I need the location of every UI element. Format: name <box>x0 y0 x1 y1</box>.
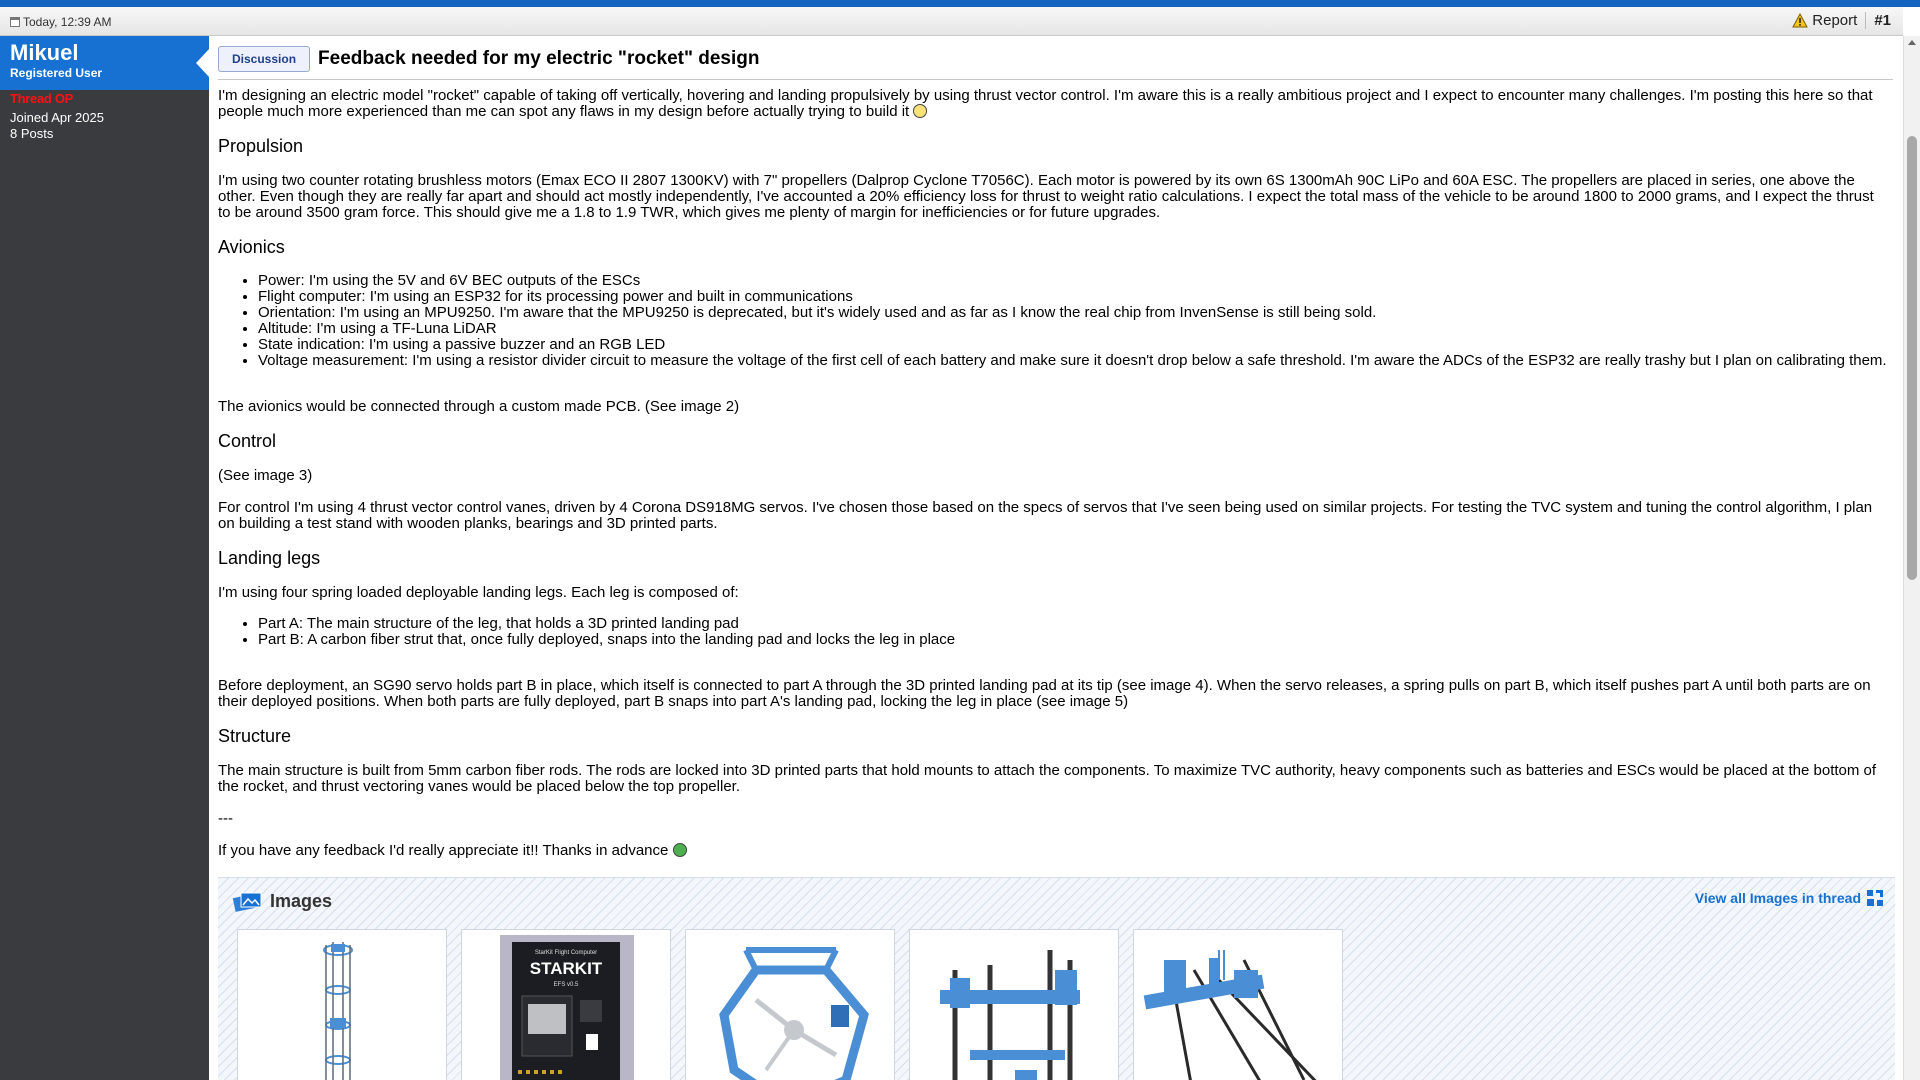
list-item: • Part B: A carbon fiber strut that, once fully deployed, snaps into the landing pad and locks the leg in place <box>258 632 1890 648</box>
join-date: Joined Apr 2025 <box>10 110 104 125</box>
view-all-label: View all Images in thread <box>1694 890 1861 906</box>
post-header-bar <box>0 7 1903 36</box>
pcb-silkscreen-line1: StarKit Flight Computer <box>534 950 598 956</box>
list-item: • Altitude: I'm using a TF-Luna LiDAR <box>258 321 1890 337</box>
separator-text: --- <box>218 810 233 827</box>
username-link[interactable]: Mikuel <box>10 40 79 65</box>
landing-legs-intro: I'm using four spring loaded deployable landing legs. Each leg is composed of: <box>218 584 739 601</box>
pcb-render <box>462 930 671 1080</box>
intro-text: I'm designing an electric model "rocket" capable of taking off vertically, hovering and landing propulsively by using thrust vector control. I'm aware this is a really ambitious project and I expect to encounter many challenges. I'm posting this here so that people much more experienced than me can spot any flaws in my design before actually trying to build it <box>218 87 1873 120</box>
pcb-silkscreen-line2: STARKIT <box>529 959 603 978</box>
propulsion-paragraph: I'm using two counter rotating brushless motors (Emax ECO II 2807 1300KV) with 7" propellers (Dalprop Cyclone T7056C). Each motor is powered by its own 6S 1300mAh 90C LiPo and 60A ESC. The propellers are placed in series, one above the other. Even though they are really far apart and should act mostly independently, I've accounted a 20% efficiency loss for thrust to weight ratio calculations. I expect the total mass of the vehicle to be around 1800 to 2000 grams, and I expect the thrust to be around 3500 gram force. This should give me a 1.8 to 1.9 TWR, which gives me plenty of margin for inefficiencies or for future upgrades. <box>218 172 1874 221</box>
control-paragraph: For control I'm using 4 thrust vector control vanes, driven by 4 Corona DS918MG servos. I've chosen those based on the specs of servos that I've seen being used on similar projects. For testing the TVC system and tuning the control algorithm, I plan on building a test stand with wooden planks, bearings and 3D printed parts. <box>218 499 1873 532</box>
images-title: Images <box>270 890 333 911</box>
list-item: • Flight computer: I'm using an ESP32 for its processing power and built in communications <box>258 289 1890 305</box>
page-scrollbar[interactable] <box>1903 36 1920 1080</box>
list-item: • Power: I'm using the 5V and 6V BEC outputs of the ESCs <box>258 273 1890 289</box>
top-accent-bar <box>0 0 1920 7</box>
tvc-vanes-render <box>686 930 895 1080</box>
control-reference: (See image 3) <box>218 467 313 484</box>
landing-leg-render <box>910 930 1119 1080</box>
thread-title: Feedback needed for my electric "rocket" design <box>318 48 760 69</box>
images-header <box>232 890 332 912</box>
avionics-list <box>218 273 1890 369</box>
landing-legs-list <box>218 616 1890 648</box>
image-thumbnail-tvc[interactable] <box>685 929 895 1080</box>
images-section <box>218 877 1895 1080</box>
scrollbar-thumb[interactable] <box>1907 136 1917 580</box>
image-thumbnail-landing-leg[interactable] <box>909 929 1119 1080</box>
outro-text: If you have any feedback I'd really appreciate it!! Thanks in advance <box>218 842 669 859</box>
image-thumbnail-leg-deployed[interactable] <box>1133 929 1343 1080</box>
post-body <box>218 88 1890 859</box>
list-item: • Orientation: I'm using an MPU9250. I'm aware that the MPU9250 is deprecated, but it's widely used and as far as I know the real chip from InvenSense is still being sold. <box>258 305 1890 321</box>
smile-emoji-icon <box>913 104 927 118</box>
grid-expand-icon <box>1867 890 1883 906</box>
scroll-up-arrow-icon[interactable] <box>1908 40 1916 45</box>
report-button[interactable] <box>1784 12 1866 29</box>
user-info <box>0 110 209 142</box>
post-date <box>10 15 112 29</box>
user-title: Registered User <box>10 66 103 80</box>
view-all-images-link[interactable] <box>1695 890 1883 906</box>
structure-heading: Structure <box>218 726 292 746</box>
post-date-text: Today, 12:39 AM <box>23 15 112 29</box>
list-item: • Part A: The main structure of the leg, that holds a 3D printed landing pad <box>258 616 1890 632</box>
intro-paragraph <box>218 88 1890 120</box>
images-icon <box>232 890 264 912</box>
list-item: • State indication: I'm using a passive buzzer and an RGB LED <box>258 337 1890 353</box>
avionics-note: The avionics would be connected through a custom made PCB. (See image 2) <box>218 398 740 415</box>
user-sidebar <box>0 36 209 1080</box>
thread-prefix-badge[interactable]: Discussion <box>218 46 310 72</box>
thread-title-row <box>218 46 1893 80</box>
calendar-icon <box>10 17 20 27</box>
leg-deployed-render <box>1134 930 1343 1080</box>
warning-icon <box>1792 13 1808 28</box>
post-count: 8 Posts <box>10 126 54 141</box>
landing-legs-heading: Landing legs <box>218 548 321 568</box>
report-label: Report <box>1812 12 1858 29</box>
image-thumbnails <box>237 929 1343 1080</box>
structure-paragraph: The main structure is built from 5mm carbon fiber rods. The rods are locked into 3D printed parts that hold mounts to attach the components. To maximize TVC authority, heavy components such as batteries and ESCs would be placed at the bottom of the rocket, and thrust vectoring vanes would be placed below the top propeller. <box>218 762 1877 795</box>
landing-legs-paragraph: Before deployment, an SG90 servo holds part B in place, which itself is connected to part A through the 3D printed landing pad at its tip (see image 4). When the servo releases, a spring pulls on part B, which itself pushes part A until both parts are on their deployed positions. When both parts are fully deployed, part B snaps into part A's landing pad, locking the leg in place (see image 5) <box>218 677 1871 710</box>
thread-op-badge: Thread OP <box>10 91 74 106</box>
user-card <box>0 36 209 90</box>
list-item: • Voltage measurement: I'm using a resistor divider circuit to measure the voltage of the first cell of each battery and make sure it doesn't drop below a safe threshold. I'm aware the ADCs of the ESP32 are really trashy but I plan on calibrating them. <box>258 353 1890 369</box>
image-thumbnail-pcb[interactable] <box>461 929 671 1080</box>
control-heading: Control <box>218 431 277 451</box>
post-content <box>218 36 1895 1080</box>
post-number-link[interactable]: #1 <box>1874 12 1891 29</box>
grin-emoji-icon <box>673 843 687 857</box>
outro-paragraph <box>218 843 1890 859</box>
post-header-actions <box>1784 12 1891 29</box>
avionics-heading: Avionics <box>218 237 285 257</box>
rocket-frame-render <box>238 930 447 1080</box>
propulsion-heading: Propulsion <box>218 136 304 156</box>
image-thumbnail-rocket-frame[interactable] <box>237 929 447 1080</box>
pcb-silkscreen-line3: EFS v0.5 <box>553 982 579 988</box>
